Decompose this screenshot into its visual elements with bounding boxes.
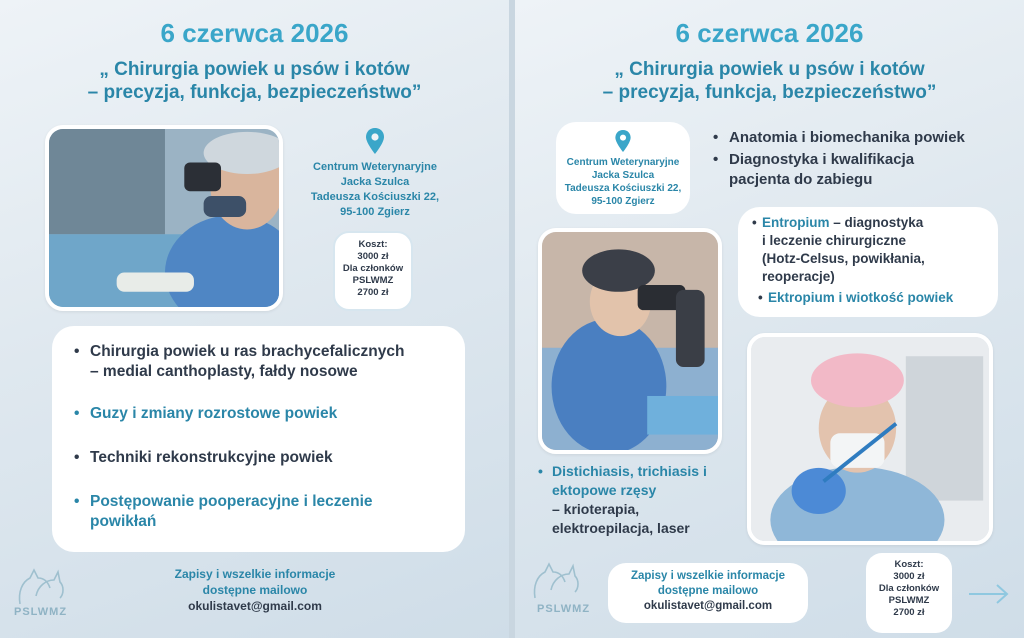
distichiasis-item: • Distichiasis, trichiasis i ektopowe rzęsy – krioterapia, elektroepilacja, laser [538,462,748,538]
entropium-line1: • Entropium – diagnostyka [752,215,924,230]
event-title [0,58,509,104]
entropium-line4: reoperacje) [762,269,835,284]
arrow-right-icon[interactable] [967,582,1011,606]
event-date: 6 czerwca 2026 [675,18,864,48]
topic-line: Anatomia i biomechanika powiek [729,129,965,146]
cost-member-org: PSLWMZ [352,275,394,286]
topic-item [713,128,1013,148]
contact-email[interactable]: okulistavet@gmail.com [188,599,322,613]
cost-badge [866,553,952,633]
venue-name-line1: Centrum Weterynaryjne [313,161,437,173]
logo-text: PSLWMZ [537,603,591,615]
location-pin-icon [615,130,631,152]
cost-price: 3000 zł [357,251,389,262]
contact-email[interactable]: okulistavet@gmail.com [643,600,773,612]
cost-badge [333,231,413,311]
left-slide [0,0,509,638]
event-title-line1: „ Chirurgia powiek u psów i kotów [99,59,410,80]
event-title-line2: – precyzja, funkcja, bezpieczeństwo” [87,82,422,103]
venue-address-card [556,122,690,214]
cost-label: Koszt: [358,239,388,250]
right-slide [515,0,1024,638]
distichiasis-line1: Distichiasis, trichiasis i [552,463,707,479]
ektropium-label: Ektropium i wiotkość powiek [768,290,954,305]
venue-city: 95-100 Zgierz [591,196,655,207]
cost-member-price: 2700 zł [893,607,925,618]
event-title [515,58,1024,104]
distichiasis-line2: ektopowe rzęsy [552,482,657,498]
entropium-line3: (Hotz-Celsus, powikłania, [762,251,925,266]
surgeon-microscope-photo [538,228,722,454]
location-pin-icon [366,128,384,154]
ektropium-item: • Ektropium i wiotkość powiek [758,290,954,305]
signup-info-card [608,563,808,623]
venue-name-line1: Centrum Weterynaryjne [566,157,680,168]
distichiasis-line3: – krioterapia, [552,501,640,517]
venue-address [300,128,450,220]
cost-member-label: Dla członków [342,263,404,274]
venue-name-line2: Jacka Szulca [591,170,655,181]
topics-card [52,326,465,552]
cost-member-label: Dla członków [878,583,940,594]
entropium-line2: i leczenie chirurgiczne [762,233,907,248]
cost-price: 3000 zł [893,571,925,582]
signup-info [150,566,360,614]
topic-item [74,492,447,532]
logo-text: PSLWMZ [14,606,68,618]
topic-line: powikłań [90,513,157,530]
topic-line: pacjenta do zabiegu [729,171,873,188]
topic-line: Techniki rekonstrukcyjne powiek [90,449,333,466]
event-title-line2: – precyzja, funkcja, bezpieczeństwo” [602,82,937,103]
topic-item [74,404,447,424]
topic-line: Chirurgia powiek u ras brachycefalicznych [90,343,405,360]
cost-member-price: 2700 zł [357,287,389,298]
dog-cat-logo-icon [529,560,581,600]
signup-line1: Zapisy i wszelkie informacje [630,570,786,582]
topic-line: – medial canthoplasty, fałdy nosowe [90,363,358,380]
venue-street: Tadeusza Kościuszki 22, [310,191,440,203]
cost-label: Koszt: [894,559,924,570]
signup-line2: dostępne mailowo [657,585,759,597]
cost-member-org: PSLWMZ [888,595,930,606]
signup-line1: Zapisy i wszelkie informacje [174,567,336,581]
venue-name-line2: Jacka Szulca [340,176,410,188]
event-title-line1: „ Chirurgia powiek u psów i kotów [614,59,925,80]
venue-street: Tadeusza Kościuszki 22, [564,183,682,194]
distichiasis-line4: elektroepilacja, laser [552,520,690,536]
entropium-keyword: Entropium [762,215,830,230]
entropium-card [738,207,998,317]
topics-top-list [713,128,1013,190]
signup-line2: dostępne mailowo [202,583,308,597]
topic-line: Diagnostyka i kwalifikacja [729,151,915,168]
topic-item [74,448,447,468]
topic-item [74,342,447,382]
topic-line: Postępowanie pooperacyjne i leczenie [90,493,373,510]
surgeon-scalpel-photo [747,333,993,545]
surgeon-photo [45,125,283,311]
event-date: 6 czerwca 2026 [160,18,349,48]
topic-line: Guzy i zmiany rozrostowe powiek [90,405,338,422]
dog-cat-logo-icon [14,566,66,606]
venue-city: 95-100 Zgierz [340,206,410,218]
topic-item [713,150,1013,190]
